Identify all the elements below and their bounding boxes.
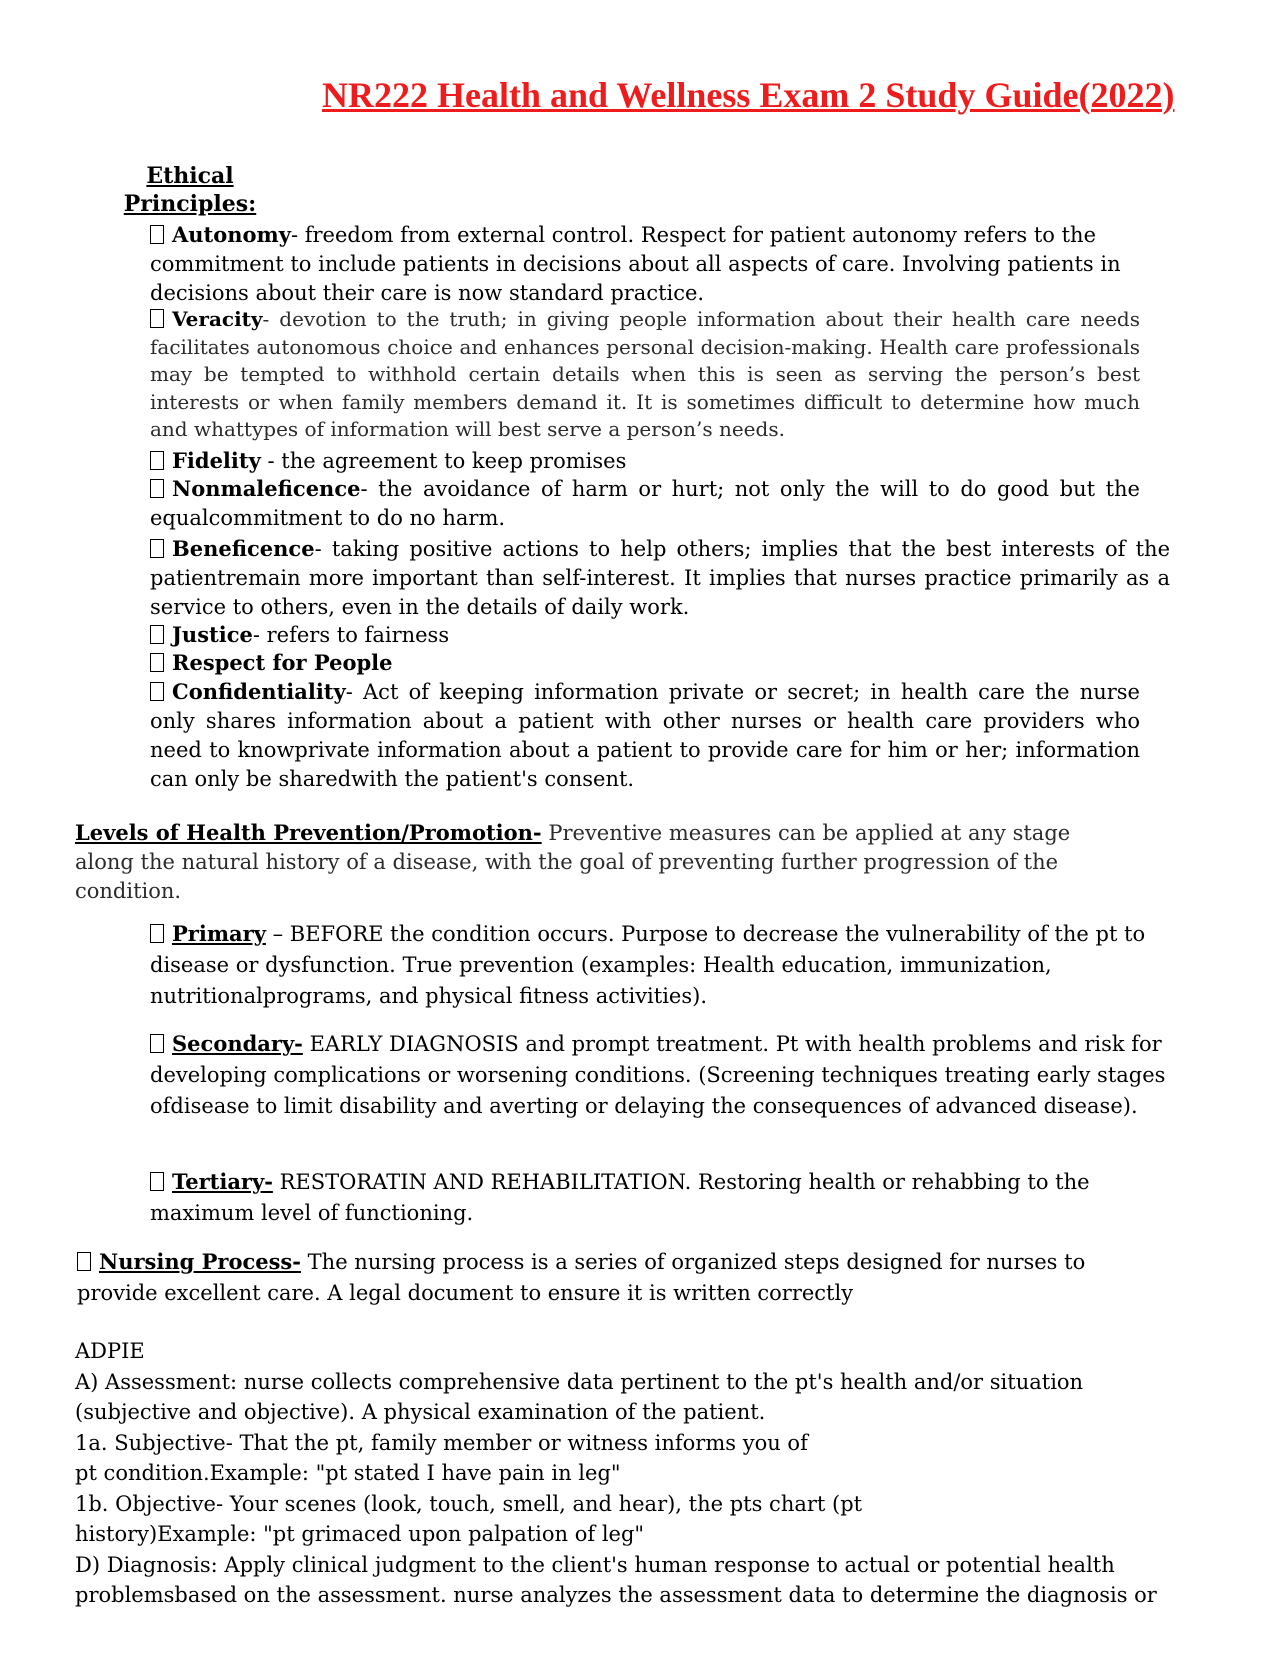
checkbox-bullet-icon — [150, 1034, 164, 1053]
level-primary: Primary – BEFORE the condition occurs. Purpose to decrease the vulnerability of the pt to disease or dysfunction. True prevention (examples: Health education, immunization, nutritionalprograms, and physical fitness activities). — [150, 921, 1146, 1008]
ethical-item-autonomy: Autonomy- freedom from external control. Respect for patient autonomy refers to the commitment to include patients in decisions about all aspects of care. Involving patients in decisions about their care is now standard practice. — [150, 222, 1121, 305]
adpie-line: A) Assessment: nurse collects comprehensive data pertinent to the pt's health and/or situation — [75, 1369, 1084, 1394]
checkbox-bullet-icon — [150, 1172, 164, 1191]
checkbox-bullet-icon — [150, 625, 164, 644]
level-secondary: Secondary- EARLY DIAGNOSIS and prompt treatment. Pt with health problems and risk for developing complications or worsening conditions. (Screening techniques treating early stages ofdisease to limit disability and averting or delaying the consequences of advanced disease). — [150, 1031, 1166, 1118]
levels-intro: Preventive measures can be applied at any stage along the natural history of a disease, with the goal of preventing further progression of the condition. — [75, 821, 1071, 903]
checkbox-bullet-icon — [150, 451, 164, 470]
checkbox-bullet-icon — [150, 479, 164, 498]
checkbox-bullet-icon — [150, 682, 164, 701]
ethical-item-fidelity: Fidelity - the agreement to keep promises — [150, 446, 1140, 476]
adpie-line: history)Example: "pt grimaced upon palpation of leg" — [75, 1522, 645, 1546]
checkbox-bullet-icon — [150, 653, 164, 672]
ethical-item-nonmaleficence: Nonmaleficence- the avoidance of harm or hurt; not only the will to do good but the equalcommitment to do no harm. — [150, 476, 1140, 530]
document-title: NR222 Health and Wellness Exam 2 Study Guide(2022) — [322, 75, 1175, 115]
adpie-line: (subjective and objective). A physical examination of the patient. — [75, 1400, 766, 1424]
checkbox-bullet-icon — [77, 1252, 91, 1271]
adpie-line: D) Diagnosis: Apply clinical judgment to the client's human response to actual or potential health — [75, 1552, 1115, 1577]
level-tertiary: Tertiary- RESTORATIN AND REHABILITATION. Restoring health or rehabbing to the maximum level of functioning. — [150, 1169, 1090, 1225]
adpie-line: pt condition.Example: "pt stated I have pain in leg" — [75, 1461, 621, 1485]
checkbox-bullet-icon — [150, 924, 164, 943]
adpie-line: 1a. Subjective- That the pt, family member or witness informs you of — [75, 1430, 808, 1455]
levels-heading: Levels of Health Prevention/Promotion- — [75, 820, 542, 845]
checkbox-bullet-icon — [150, 539, 164, 558]
adpie-label: ADPIE — [75, 1339, 145, 1363]
ethical-item-confidentiality: Confidentiality- Act of keeping information private or secret; in health care the nurse only shares information about a patient with other nurses or health care providers who need to knowprivate information about a patient to provide care for him or her; information can only be sharedwith the patient's consent. — [150, 679, 1140, 791]
checkbox-bullet-icon — [150, 309, 164, 328]
nursing-process: Nursing Process- The nursing process is a series of organized steps designed for nurses to provide excellent care. A legal document to ensure it is written correctly — [77, 1249, 1086, 1305]
ethical-item-veracity: Veracity- devotion to the truth; in giving people information about their health care needs facilitates autonomous choice and enhances personal decision-making. Health care professionals may be tempted to withhold certain details when this is seen as serving the person’s best interests or when family members demand it. It is sometimes difficult to determine how much and whattypes of information will best serve a person’s needs. — [150, 307, 1140, 441]
ethical-item-justice: Justice- refers to fairness — [150, 620, 1140, 650]
adpie-line: 1b. Objective- Your scenes (look, touch, smell, and hear), the pts chart (pt — [75, 1491, 863, 1516]
ethical-item-beneficence: Beneficence- taking positive actions to help others; implies that the best interests of the patientremain more important than self-interest. It implies that nurses practice primarily as a service to others, even in the details of daily work. — [150, 536, 1170, 619]
checkbox-bullet-icon — [150, 225, 164, 244]
levels-section — [75, 818, 1135, 906]
adpie-section — [75, 1336, 1225, 1611]
adpie-line: problemsbased on the assessment. nurse analyzes the assessment data to determine the diagnosis or — [75, 1583, 1157, 1607]
ethical-principles-heading: Ethical Principles: — [123, 163, 257, 217]
ethical-item-respect: Respect for People — [150, 648, 1140, 678]
